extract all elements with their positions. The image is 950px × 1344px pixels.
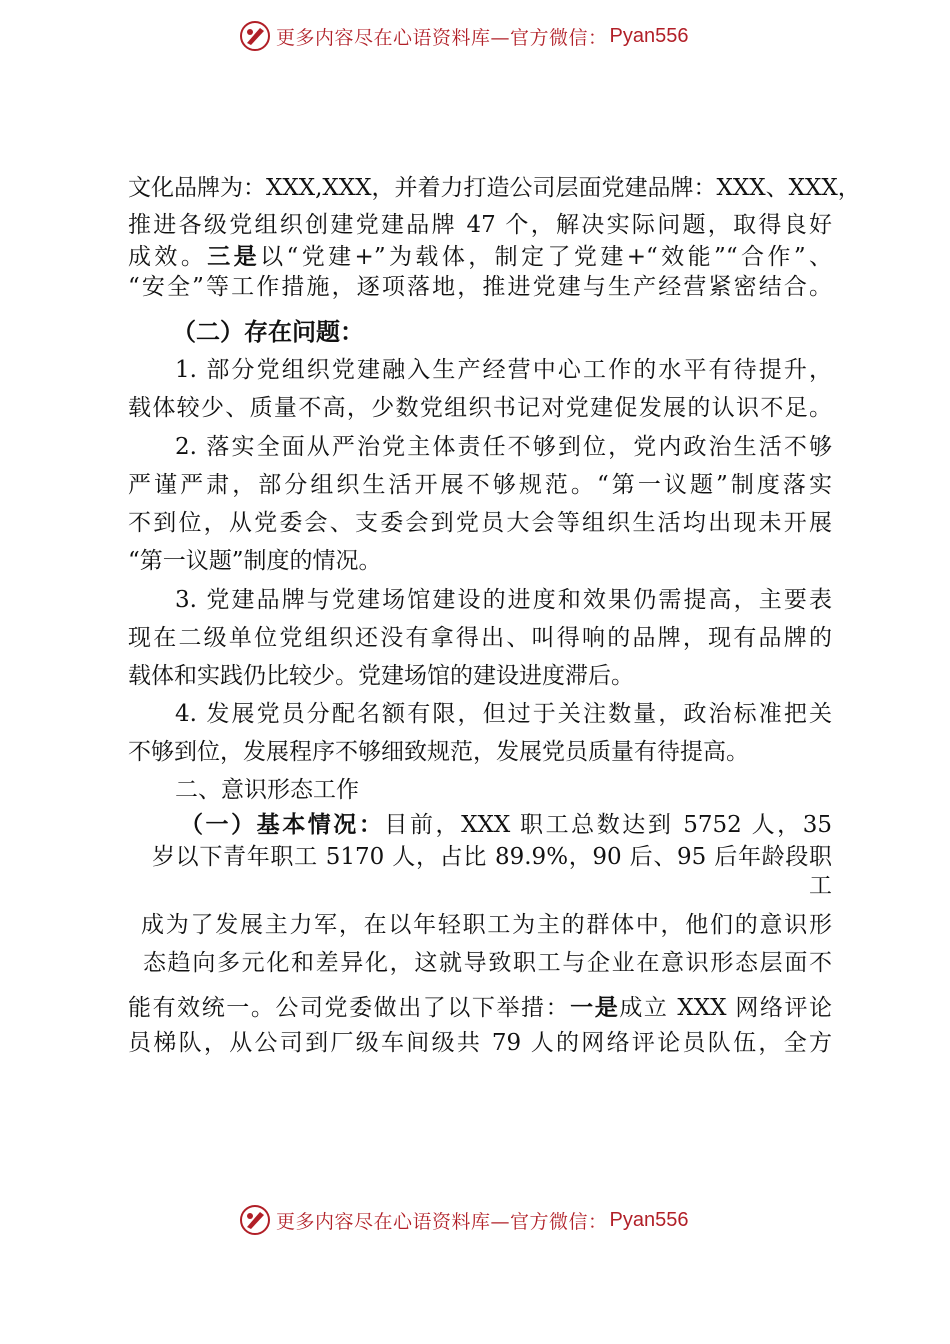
footer-watermark — [238, 1202, 688, 1238]
text-line: 2. 落实全面从严治党主体责任不够到位，党内政治生活不够 — [175, 434, 832, 460]
emphasis-text: 三是 — [207, 243, 261, 269]
text-line: “安全”等工作措施，逐项落地，推进党建与生产经营紧密结合。 — [128, 274, 832, 300]
text-line: 员梯队，从公司到厂级车间级共 79 人的网络评论员队伍，全方 — [128, 1030, 832, 1056]
text-line: 工 — [809, 873, 832, 899]
emphasis-text: 一是 — [570, 994, 620, 1020]
text-line: （一）基本情况：目前，XXX 职工总数达到 5752 人，35 — [180, 811, 833, 838]
watermark-wechat-id: Pyan556 — [609, 1208, 689, 1231]
text-line: 态趋向多元化和差异化，这就导致职工与企业在意识形态层面不 — [143, 950, 832, 976]
text-line: 严谨严肃，部分组织生活开展不够规范。“第一议题”制度落实 — [128, 472, 832, 498]
text-line: 能有效统一。公司党委做出了以下举措：一是成立 XXX 网络评论 — [128, 994, 833, 1021]
text-line: 现在二级单位党组织还没有拿得出、叫得响的品牌，现有品牌的 — [128, 625, 832, 651]
header-watermark — [238, 18, 688, 54]
watermark-wechat-id: Pyan556 — [609, 24, 689, 47]
text-line: 1. 部分党组织党建融入生产经营中心工作的水平有待提升， — [175, 357, 832, 383]
text-line: 文化品牌为：XXX,XXX，并着力打造公司层面党建品牌：XXX、XXX， — [128, 175, 861, 201]
text-line: 3. 党建品牌与党建场馆建设的进度和效果仍需提高，主要表 — [175, 587, 832, 613]
chapter-heading: 二、意识形态工作 — [175, 777, 359, 803]
subsection-heading: （一）基本情况： — [180, 811, 385, 837]
text-line: 岁以下青年职工 5170 人，占比 89.9%，90 后、95 后年龄段职 — [152, 844, 832, 870]
text-line: 不到位，从党委会、支委会到党员大会等组织生活均出现未开展 — [128, 510, 832, 536]
text-line: 载体和实践仍比较少。党建场馆的建设进度滞后。 — [128, 663, 634, 689]
logo-icon — [238, 19, 272, 53]
text-line: 成效。三是以“党建+”为载体，制定了党建+“效能”“合作”、 — [128, 243, 833, 270]
section-heading: （二）存在问题： — [172, 319, 364, 346]
text-line: 不够到位，发展程序不够细致规范，发展党员质量有待提高。 — [128, 739, 749, 765]
text-line: 推进各级党组织创建党建品牌 47 个，解决实际问题，取得良好 — [128, 212, 832, 238]
watermark-text: 更多内容尽在心语资料库—官方微信： — [276, 26, 608, 49]
text-line: 载体较少、质量不高，少数党组织书记对党建促发展的认识不足。 — [128, 395, 832, 421]
logo-icon — [238, 1203, 272, 1237]
text-line: 4. 发展党员分配名额有限，但过于关注数量，政治标准把关 — [175, 701, 832, 727]
text-line: “第一议题”制度的情况。 — [128, 548, 382, 574]
watermark-text: 更多内容尽在心语资料库—官方微信： — [276, 1210, 608, 1233]
text-line: 成为了发展主力军，在以年轻职工为主的群体中，他们的意识形 — [141, 912, 832, 938]
